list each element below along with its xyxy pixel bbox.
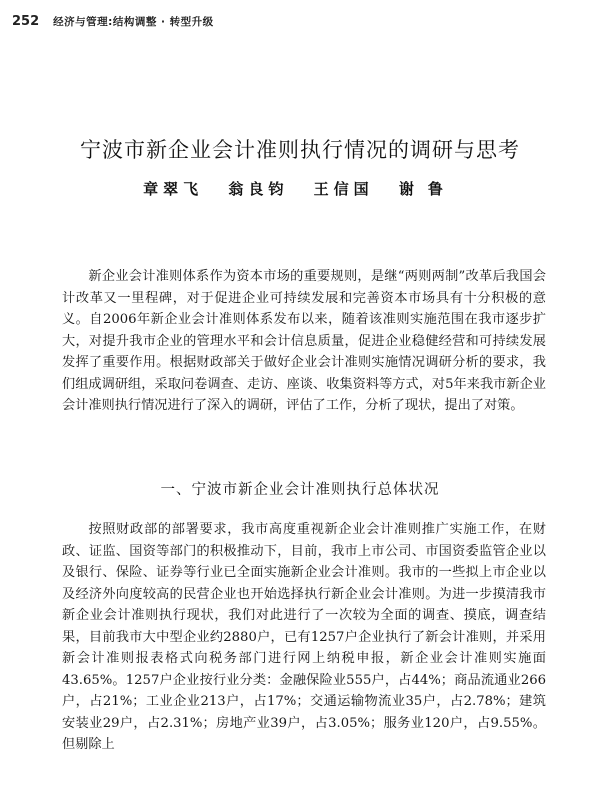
section-label: 经济与管理:结构调整 · 转型升级 bbox=[53, 16, 214, 28]
author-name: 谢鲁 bbox=[398, 180, 457, 198]
section-paragraph: 按照财政部的部署要求，我市高度重视新企业会计准则推广实施工作，在财政、证监、国资等部门的积极推动下，目前，我市上市公司、市国资委监管企业以及银行、保险、证券等行业已全面实施新企业会计准则。我市的一些拟上市企业以及经济外向度较高的民营企业也开始选择执行新企业会计准则。为进一步摸清我市新企业会计准则执行现状，我们对此进行了一次较为全面的调查、摸底，调查结果，目前我市大中型企业约2880户，已有1257户企业执行了新会计准则，并采用新会计准则报表格式向税务部门进行网上纳税申报，新企业会计准则实施面43.65%。1257户企业按行业分类：金融保险业555户，占44%；商品流通业266户，占21%；工业企业213户，占17%；交通运输物流业35户，占2.78%；建筑安装业29户，占2.31%；房地产业39户，占3.05%；服务业120户，占9.55%。但剔除上 bbox=[62, 522, 546, 752]
section-heading: 一、宁波市新企业会计准则执行总体状况 bbox=[160, 482, 440, 498]
intro-paragraph: 新企业会计准则体系作为资本市场的重要规则，是继“两则两制”改革后我国会计改革又一里程碑，对于促进企业可持续发展和完善资本市场具有十分积极的意义。自2006年新企业会计准则体系发布以来，随着该准则实施范围在我市逐步扩大，对提升我市企业的管理水平和会计信息质量，促进企业稳健经营和可持续发展发挥了重要作用。根据财政部关于做好企业会计准则实施情况调研分析的要求，我们组成调研组，采取问卷调查、走访、座谈、收集资料等方式，对5年来我市新企业会计准则执行情况进行了深入的调研，评估了工作，分析了现状，提出了对策。 bbox=[62, 269, 546, 413]
author-name: 翁良钧 bbox=[228, 180, 289, 198]
author-name: 王信国 bbox=[313, 180, 374, 198]
running-header bbox=[12, 14, 214, 29]
article-title: 宁波市新企业会计准则执行情况的调研与思考 bbox=[80, 138, 520, 162]
page-number: 252 bbox=[12, 14, 40, 29]
author-name: 章翠飞 bbox=[143, 180, 204, 198]
author-list bbox=[0, 178, 600, 199]
